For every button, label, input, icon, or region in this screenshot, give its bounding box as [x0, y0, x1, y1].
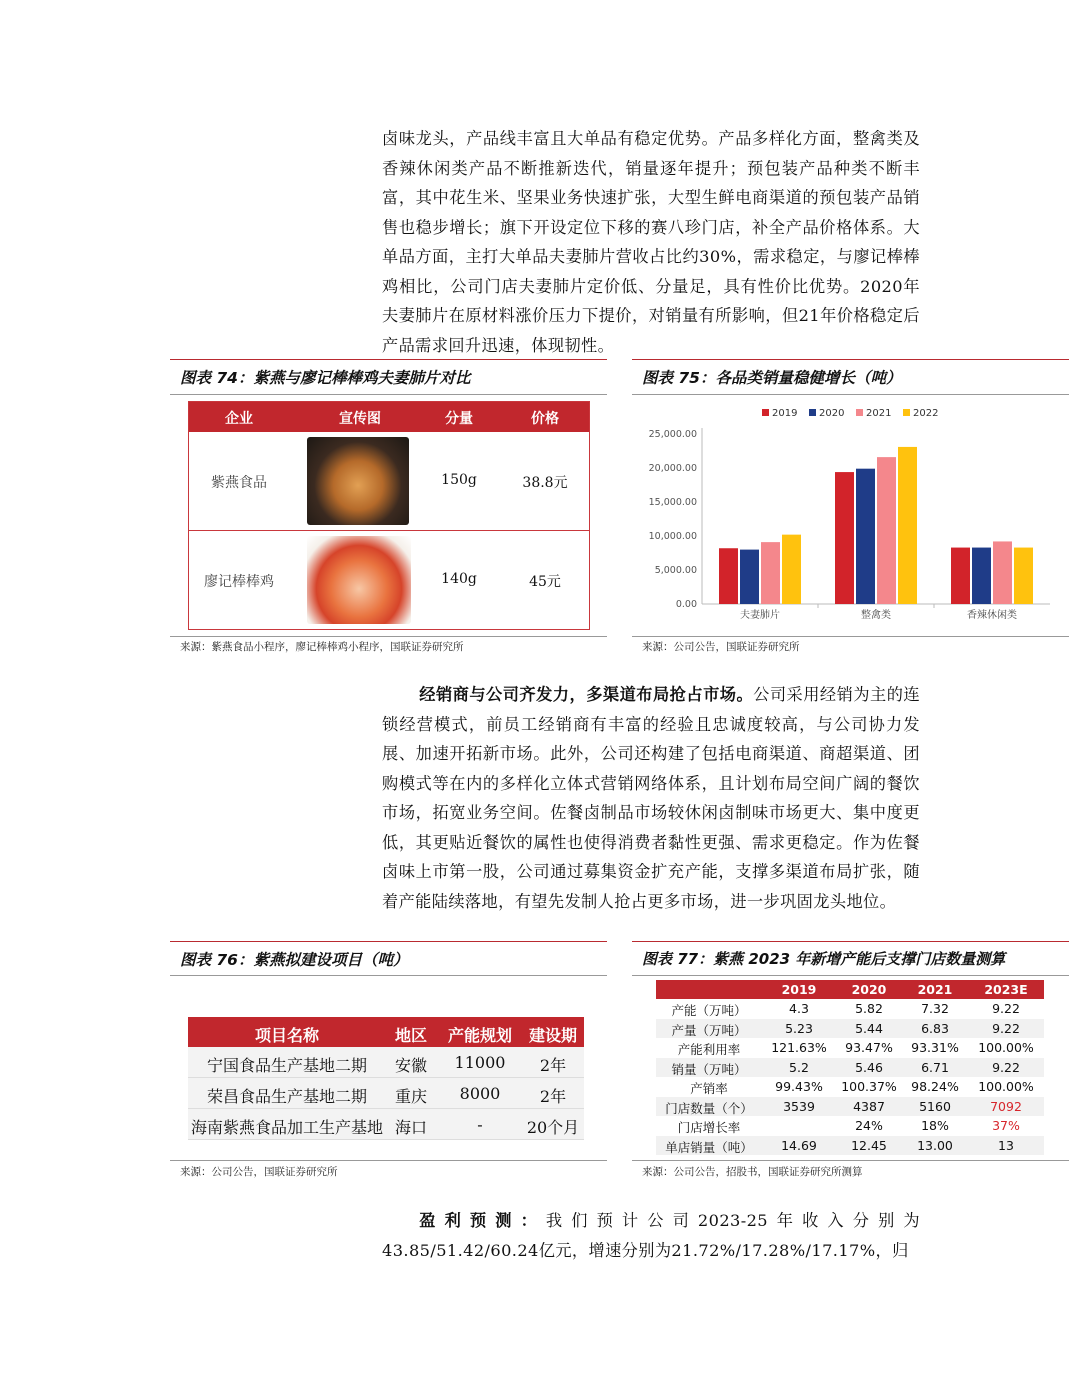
intro-paragraph — [382, 124, 920, 360]
project-name: 海南紫燕食品加工生产基地 — [190, 1118, 383, 1137]
fig77-title: 图表 77：紫燕 2023 年新增产能后支撑门店数量测算 — [642, 950, 1006, 968]
row-label: 销量（万吨） — [671, 1061, 747, 1077]
cell-value: 121.63% — [771, 1040, 827, 1055]
build-period: 20个月 — [526, 1118, 580, 1137]
table-row — [188, 1047, 584, 1078]
fig77-top-rule — [632, 941, 1069, 942]
project-name: 宁国食品生产基地二期 — [206, 1056, 367, 1075]
bar-2022-1 — [898, 447, 917, 604]
cell-value: 5.82 — [855, 1001, 883, 1016]
header-2020: 2020 — [851, 982, 887, 997]
cell-value: 9.22 — [992, 1020, 1020, 1036]
table-row — [656, 1097, 1044, 1117]
bar-2022-2 — [1014, 548, 1033, 604]
header-company: 企业 — [225, 411, 253, 427]
fig76-source-rule — [170, 1160, 607, 1161]
fig76-projects-table — [188, 1017, 584, 1140]
table-row — [188, 1078, 584, 1109]
bar-2022-0 — [782, 535, 801, 604]
bar-2019-2 — [951, 548, 970, 604]
header-price: 价格 — [531, 411, 559, 427]
forecast-paragraph — [382, 1206, 920, 1265]
fig76-bottom-rule — [170, 975, 607, 976]
legend-swatch-2022 — [903, 409, 910, 416]
header-period: 建设期 — [528, 1026, 577, 1045]
table-header — [188, 1017, 584, 1047]
row-label: 门店增长率 — [677, 1120, 741, 1135]
fig75-bar-chart — [630, 396, 1070, 632]
cell-value: 9.22 — [992, 1059, 1020, 1075]
fig77-capacity-table — [656, 980, 1044, 1155]
legend-label-2022: 2022 — [913, 408, 939, 419]
price-value: 45元 — [529, 574, 561, 590]
y-tick-label: 5,000.00 — [654, 565, 697, 576]
legend-swatch-2020 — [809, 409, 816, 416]
table-row — [189, 531, 589, 629]
cell-value: 100.37% — [841, 1079, 897, 1094]
capacity: 11000 — [454, 1053, 506, 1072]
bar-2019-1 — [835, 472, 854, 604]
header-2023e: 2023E — [984, 982, 1028, 997]
fig75-bottom-rule — [632, 394, 1069, 395]
legend-swatch-2021 — [856, 409, 863, 416]
liaoji-product-photo — [307, 536, 411, 624]
cell-value: 4.3 — [789, 1001, 809, 1016]
cell-value: 7.32 — [921, 1001, 949, 1016]
bar-2020-0 — [740, 550, 759, 604]
table-row — [188, 1109, 584, 1140]
header-image: 宣传图 — [339, 411, 381, 427]
zhiyan-product-photo — [307, 437, 409, 525]
bar-2021-0 — [761, 542, 780, 604]
cell-value: 5.46 — [855, 1059, 883, 1075]
legend-label-2019: 2019 — [772, 408, 798, 419]
cell-value: 24% — [855, 1118, 883, 1133]
fig75-source: 来源：公司公告，国联证券研究所 — [642, 641, 800, 653]
bar-2019-0 — [719, 548, 738, 604]
header-2021: 2021 — [917, 982, 953, 997]
cell-value: 5.23 — [785, 1020, 813, 1036]
fig77-source: 来源：公司公告，招股书，国联证券研究所测算 — [642, 1166, 863, 1178]
fig77-bottom-rule — [632, 975, 1069, 976]
cell-value: 14.69 — [781, 1137, 817, 1153]
cell-value: 7092 — [990, 1098, 1022, 1114]
capacity: - — [477, 1115, 483, 1134]
fig75-top-rule — [632, 359, 1069, 360]
table-row — [656, 1038, 1044, 1058]
cell-value: 5.44 — [855, 1020, 883, 1036]
build-period: 2年 — [539, 1056, 567, 1075]
fig74-source: 来源：紫燕食品小程序，廖记棒棒鸡小程序，国联证券研究所 — [180, 641, 464, 653]
fig74-source-rule — [170, 636, 607, 637]
row-label: 门店数量（个） — [665, 1100, 753, 1116]
table-row — [656, 1019, 1044, 1039]
table-row — [656, 1136, 1044, 1156]
table-header — [189, 402, 589, 432]
region: 安徽 — [394, 1056, 427, 1075]
cell-value: 5160 — [919, 1098, 951, 1114]
cell-value: 6.71 — [921, 1059, 949, 1075]
bar-2021-1 — [877, 457, 896, 604]
bar-2020-2 — [972, 548, 991, 604]
legend-label-2021: 2021 — [866, 408, 892, 419]
fig74-comparison-table — [188, 401, 590, 630]
table-row — [656, 1077, 1044, 1097]
fig74-top-rule — [170, 359, 607, 360]
table-row — [656, 1116, 1044, 1136]
channel-text: 公司采用经销为主的连锁经营模式，前员工经销商有丰富的经验且忠诚度较高，与公司协力发展、加速开拓新市场。此外，公司还构建了包括电商渠道、商超渠道、团购模式等在内的多样化立体式营销网络体系，且计划布局空间广阔的餐饮市场，拓宽业务空间。佐餐卤制品市场较休闲卤制味市场更大、集中度更低，其更贴近餐饮的属性也使得消费者黏性更强、需求更稳定。作为佐餐卤味上市第一股，公司通过募集资金扩充产能，支撑多渠道布局扩张，随着产能陆续落地，有望先发制人抢占更多市场，进一步巩固龙头地位。 — [382, 685, 921, 911]
y-tick-label: 15,000.00 — [648, 497, 697, 508]
company-name: 紫燕食品 — [211, 475, 267, 491]
cell-value: 4387 — [853, 1098, 885, 1114]
cell-value: 5.2 — [789, 1059, 809, 1075]
fig76-title: 图表 76：紫燕拟建设项目（吨） — [180, 951, 409, 969]
legend-label-2020: 2020 — [819, 408, 845, 419]
row-label: 产能（万吨） — [671, 1003, 747, 1018]
fig74-title: 图表 74：紫燕与廖记棒棒鸡夫妻肺片对比 — [180, 369, 471, 387]
header-capacity: 产能规划 — [447, 1026, 512, 1045]
cell-value: 98.24% — [911, 1079, 959, 1094]
header-2019: 2019 — [781, 982, 817, 997]
row-label: 产销率 — [690, 1081, 728, 1096]
x-tick-label: 整禽类 — [861, 610, 891, 621]
fig76-source: 来源：公司公告，国联证券研究所 — [180, 1166, 338, 1178]
cell-value: 3539 — [783, 1098, 815, 1114]
x-tick-label: 香辣休闲类 — [967, 610, 1017, 621]
weight-value: 140g — [441, 571, 477, 587]
cell-value: 99.43% — [775, 1079, 823, 1094]
fig76-top-rule — [170, 941, 607, 942]
row-label: 产能利用率 — [677, 1042, 741, 1057]
channel-paragraph — [382, 680, 920, 916]
build-period: 2年 — [539, 1087, 567, 1106]
y-tick-label: 20,000.00 — [648, 463, 697, 474]
cell-value: 93.31% — [911, 1040, 959, 1055]
y-tick-label: 10,000.00 — [648, 531, 697, 542]
forecast-heading: 盈利预测： — [419, 1211, 546, 1230]
cell-value: 93.47% — [845, 1040, 893, 1055]
cell-value: 13.00 — [917, 1137, 953, 1153]
row-label: 单店销量（吨） — [665, 1139, 753, 1155]
fig74-bottom-rule — [170, 394, 607, 395]
cell-value: 6.83 — [921, 1020, 949, 1036]
project-name: 荣昌食品生产基地二期 — [206, 1087, 367, 1106]
price-value: 38.8元 — [522, 475, 568, 491]
region: 海口 — [394, 1118, 427, 1137]
y-tick-label: 0.00 — [675, 599, 697, 610]
region: 重庆 — [394, 1087, 427, 1106]
header-project: 项目名称 — [254, 1026, 319, 1045]
header-region: 地区 — [394, 1026, 427, 1045]
intro-text: 卤味龙头，产品线丰富且大单品有稳定优势。产品多样化方面，整禽类及香辣休闲类产品不断推新迭代，销量逐年提升；预包装产品种类不断丰富，其中花生米、坚果业务快速扩张，大型生鲜电商渠道的预包装产品销售也稳步增长；旗下开设定位下移的赛八珍门店，补全产品价格体系。大单品方面，主打大单品夫妻肺片营收占比约30%，需求稳定，与廖记棒棒鸡相比，公司门店夫妻肺片定价低、分量足，具有性价比优势。2020年夫妻肺片在原材料涨价压力下提价，对销量有所影响，但21年价格稳定后产品需求回升迅速，体现韧性。 — [382, 129, 920, 355]
cell-value: 9.22 — [992, 1001, 1020, 1016]
fig75-title: 图表 75：各品类销量稳健增长（吨） — [642, 369, 902, 387]
bar-2020-1 — [856, 469, 875, 604]
table-row — [656, 999, 1044, 1019]
cell-value: 18% — [921, 1118, 949, 1133]
channel-heading: 经销商与公司齐发力，多渠道布局抢占市场。 — [419, 685, 754, 704]
cell-value: 12.45 — [851, 1137, 887, 1153]
weight-value: 150g — [441, 472, 477, 488]
table-header — [656, 980, 1044, 999]
company-name: 廖记棒棒鸡 — [204, 574, 274, 590]
cell-value: 100.00% — [978, 1079, 1034, 1094]
row-label: 产量（万吨） — [671, 1022, 747, 1038]
cell-value: 37% — [992, 1118, 1020, 1133]
cell-value: 13 — [998, 1137, 1014, 1153]
capacity: 8000 — [459, 1084, 501, 1103]
table-row — [189, 432, 589, 531]
fig77-source-rule — [632, 1160, 1069, 1161]
table-row — [656, 1058, 1044, 1078]
y-tick-label: 25,000.00 — [648, 429, 697, 440]
header-weight: 分量 — [445, 411, 473, 427]
fig75-source-rule — [632, 636, 1069, 637]
legend-swatch-2019 — [762, 409, 769, 416]
bar-2021-2 — [993, 541, 1012, 604]
cell-value: 100.00% — [978, 1040, 1034, 1055]
forecast-text: 我们预计公司2023-25年收入分别为43.85/51.42/60.24亿元，增速分别为21.72%/17.28%/17.17%，归 — [382, 1211, 920, 1260]
x-tick-label: 夫妻肺片 — [740, 610, 780, 621]
